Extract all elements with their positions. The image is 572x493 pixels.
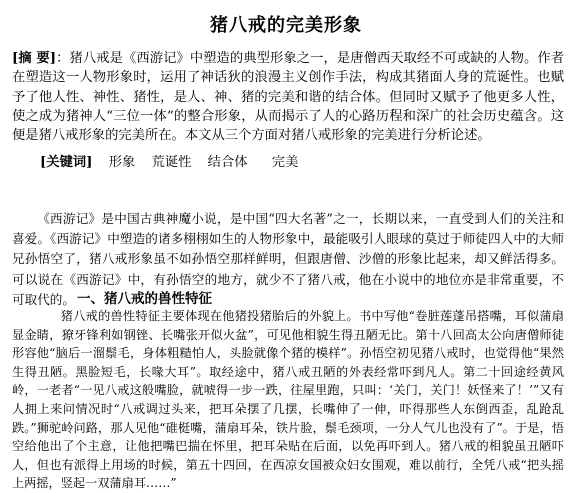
keywords-line xyxy=(40,153,298,172)
keyword-item: 完美 xyxy=(271,155,299,170)
keyword-item: 荒诞性 xyxy=(151,155,192,170)
document-title: 猪八戒的完美形象 xyxy=(210,15,362,36)
abstract-label: [摘 要] xyxy=(12,51,57,66)
abstract-paragraph xyxy=(12,49,564,145)
section-paragraph: 猪八戒的兽性特征主要体现在他猪投猪胎后的外貌上。书中写他“卷脏莲蓬吊搭嘴，耳似蒲扇显金睛，獠牙锋利如钢锉、长嘴张开似火盆”，可见他相貌生得丑陋无比。第十八回高太公向唐僧师徒形容他“脑后一溜鬃毛，身体粗糙怕人，头脸就像个猪的模样”。孙悟空初见猪八戒时，也觉得他“果然生得丑陋。黑脸短毛，长喙大耳”。取经途中，猪八戒丑陋的外表经常吓到凡人。第二十回途经黄风岭，一老者“一见八戒这般嘴脸，就唬得一步一跌，往屋里跑，只叫：‘关门，关门！妖怪来了！’”又有人拥上来问情况时“八戒调过头来，把耳朵摆了几摆，长嘴伸了一伸，吓得那些人东倒西歪，乱跄乱跌。”狮驼岭问路，那人见他“碓梃嘴，蒲扇耳朵，铁片脸，鬃毛颈项，一分人气儿也没有了”。于是，悟空给他出了个主意，让他把嘴巴揣在怀里，把耳朵贴在后面，以免再吓到人。猪八戒的相貌虽丑陋吓人，但也有派得上用场的时候，第五十四回，在西凉女国被众妇女围观，难以前行，全凭八戒“把头摇上两摇，竖起一双蒲扇耳……” xyxy=(12,309,564,491)
keyword-item: 结合体 xyxy=(207,155,248,170)
section-heading: 一、猪八戒的兽性特征 xyxy=(77,291,212,307)
keywords-label: [关键词] xyxy=(40,155,93,170)
intro-paragraph: 《西游记》是中国古典神魔小说，是中国“四大名著”之一，长期以来，一直受到人们的关注和喜爱。《西游记》中塑造的诸多栩栩如生的人物形象中，最能吸引人眼球的莫过于师徒四人中的大师兄孙悟空了，猪八戒形象虽不如孙悟空那样鲜明，但跟唐僧、沙僧的形象比起来，却又鲜活得多。可以说在《西游记》中，有孙悟空的地方，就少不了猪八戒，他在小说中的地位亦是非常重要，不可取代的。 xyxy=(12,211,564,307)
abstract-text: ：猪八戒是《西游记》中塑造的典型形象之一，是唐僧西天取经不可或缺的人物。作者在塑造这一人物形象时，运用了神话狄的浪漫主义创作手法，构成其猪面人身的荒诞性。也赋予了他人性、神性、猪性，是人、神、猪的完美和谐的结合体。但同时又赋予了他更多人性，使之成为猪神人“三位一体”的整合形象，从而揭示了人的心路历程和深广的社会历史蕴含。这便是猪八戒形象的完美所在。本文从三个方面对猪八戒形象的完美进行分析论述。 xyxy=(12,51,565,144)
keyword-item: 形象 xyxy=(108,155,136,170)
